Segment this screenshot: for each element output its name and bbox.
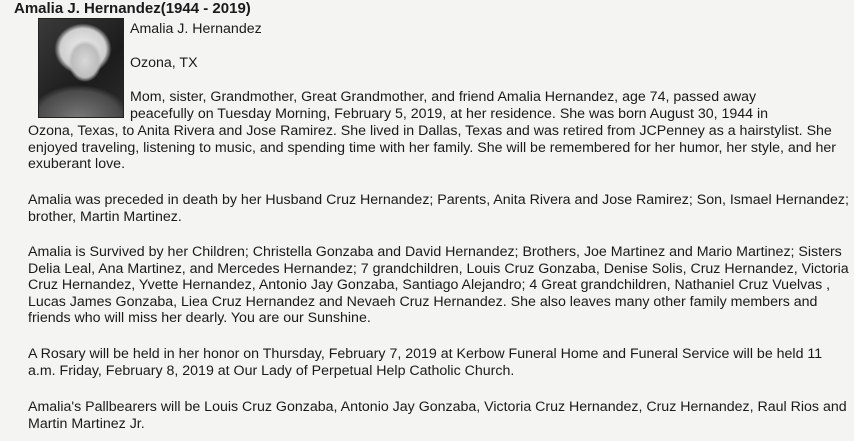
pallbearers-paragraph: Amalia's Pallbearers will be Louis Cruz Gonzaba, Antonio Jay Gonzaba, Victoria Cruz Hernandez, Cruz Hernandez, Raul Rios and Martin Martinez Jr. (28, 399, 847, 432)
survived-paragraph: Amalia is Survived by her Children; Christella Gonzaba and David Hernandez; Brothers, Joe Martinez and Mario Martinez; Sisters Delia Leal, Ana Martinez, and Mercedes Hernandez; 7 grandchildren, Louis Cruz Gonzaba, Denise Solis, Cruz Hernandez, Victoria Cruz Hernandez, Yvette Hernandez, Antonio Jay Gonzaba, Santiago Alejandro; 4 Great grandchildren, Nathaniel Cruz Vuelvas , Lucas James Gonzaba, Liea Cruz Hernandez and Nevaeh Cruz Hernandez. She also leaves many other family members and friends who will miss her dearly. You are our Sunshine. (28, 244, 849, 327)
intro-paragraph: Ozona, Texas, to Anita Rivera and Jose Ramirez. She lived in Dallas, Texas and was retired from JCPenney as a hairstylist. She enjoyed traveling, listening to music, and spending time with her family. She will be remembered for her humor, her style, and her exuberant love. (28, 123, 837, 173)
preceded-paragraph: Amalia was preceded in death by her Husband Cruz Hernandez; Parents, Anita Rivera and Jose Ramirez; Son, Ismael Hernandez; brother, Martin Martinez. (28, 192, 849, 225)
intro-line-2: peacefully on Tuesday Morning, February 5, 2019, at her residence. She was born August 30, 1944 in (130, 106, 769, 122)
rosary-paragraph: A Rosary will be held in her honor on Thursday, February 7, 2019 at Kerbow Funeral Home and Funeral Service will be held 11 a.m. Friday, February 8, 2019 at Our Lady of Perpetual Help Catholic Church. (28, 346, 823, 379)
obituary-title: Amalia J. Hernandez(1944 - 2019) (14, 0, 251, 17)
intro-line-1: Mom, sister, Grandmother, Great Grandmother, and friend Amalia Hernandez, age 74, passed away (130, 89, 757, 105)
deceased-name: Amalia J. Hernandez (130, 21, 262, 37)
portrait-photo (38, 18, 124, 118)
deceased-location: Ozona, TX (130, 55, 198, 71)
